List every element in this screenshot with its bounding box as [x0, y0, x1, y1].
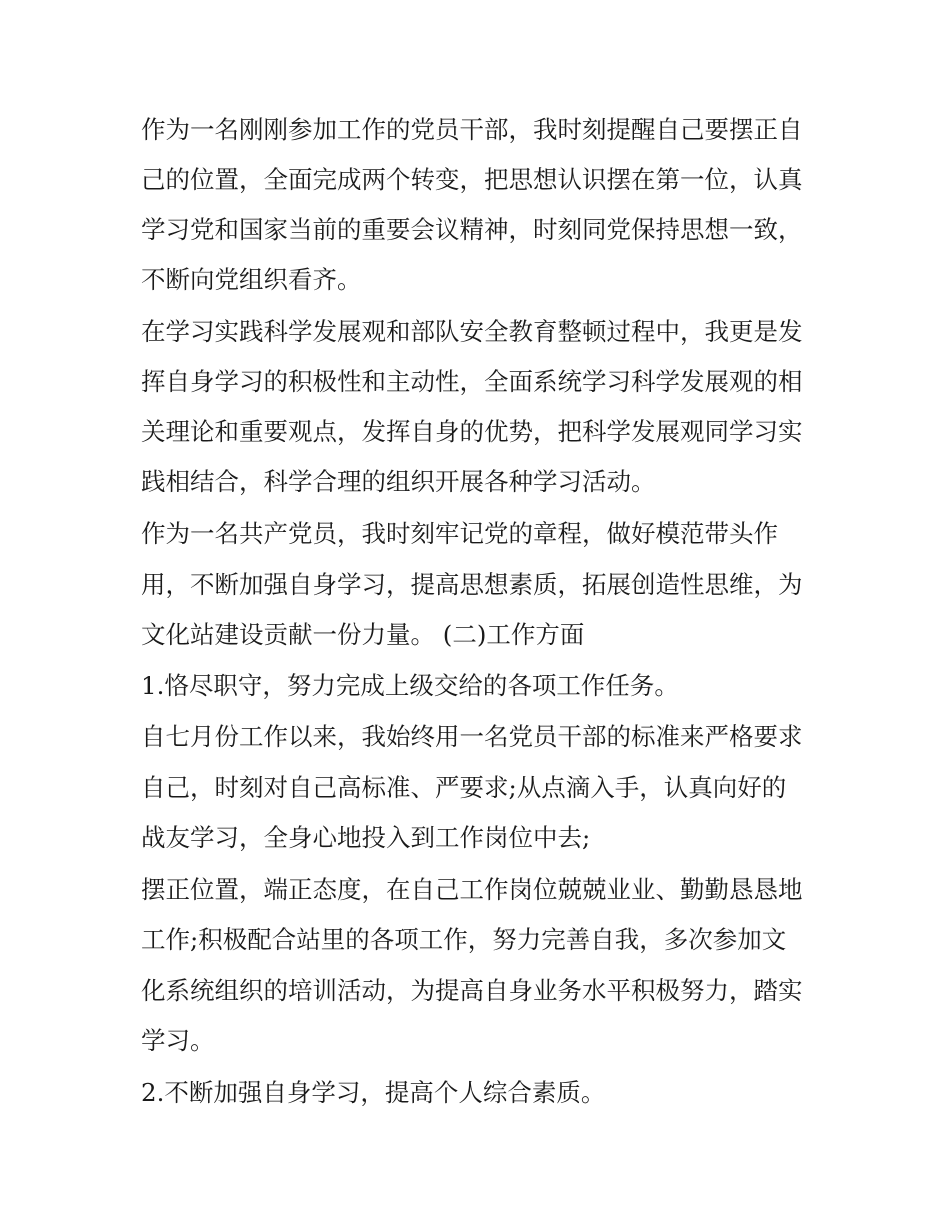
- text-line: 关理论和重要观点，发挥自身的优势，把科学发展观同学习实: [141, 417, 803, 446]
- text-line: 摆正位置，端正态度，在自己工作岗位兢兢业业、勤勤恳恳地: [141, 875, 803, 904]
- text-line: 践相结合，科学合理的组织开展各种学习活动。: [141, 467, 656, 496]
- text-line: 挥自身学习的积极性和主动性，全面系统学习科学发展观的相: [141, 367, 803, 396]
- text-line: 用，不断加强自身学习，提高思想素质，拓展创造性思维，为: [141, 570, 803, 599]
- text-line: 2.不断加强自身学习，提高个人综合素质。: [141, 1078, 606, 1107]
- text-line: 学习党和国家当前的重要会议精神，时刻同党保持思想一致，: [141, 215, 803, 244]
- text-line: 1.恪尽职守，努力完成上级交给的各项工作任务。: [141, 671, 679, 700]
- text-line: 不断向党组织看齐。: [141, 265, 362, 294]
- text-line: 自己，时刻对自己高标准、严要求;从点滴入手，认真向好的: [141, 773, 787, 802]
- text-line: 学习。: [141, 1026, 215, 1055]
- text-line: 工作;积极配合站里的各项工作，努力完善自我，多次参加文: [141, 925, 787, 954]
- text-line: 文化站建设贡献一份力量。 (二)工作方面: [141, 620, 585, 649]
- text-line: 己的位置，全面完成两个转变，把思想认识摆在第一位，认真: [141, 165, 803, 194]
- text-line: 作为一名刚刚参加工作的党员干部，我时刻提醒自己要摆正自: [141, 115, 803, 144]
- text-line: 战友学习，全身心地投入到工作岗位中去;: [141, 823, 591, 852]
- text-line: 作为一名共产党员，我时刻牢记党的章程，做好模范带头作: [141, 519, 778, 548]
- text-line: 在学习实践科学发展观和部队安全教育整顿过程中，我更是发: [141, 317, 803, 346]
- text-line: 自七月份工作以来，我始终用一名党员干部的标准来严格要求: [141, 722, 803, 751]
- text-line: 化系统组织的培训活动，为提高自身业务水平积极努力，踏实: [141, 976, 803, 1005]
